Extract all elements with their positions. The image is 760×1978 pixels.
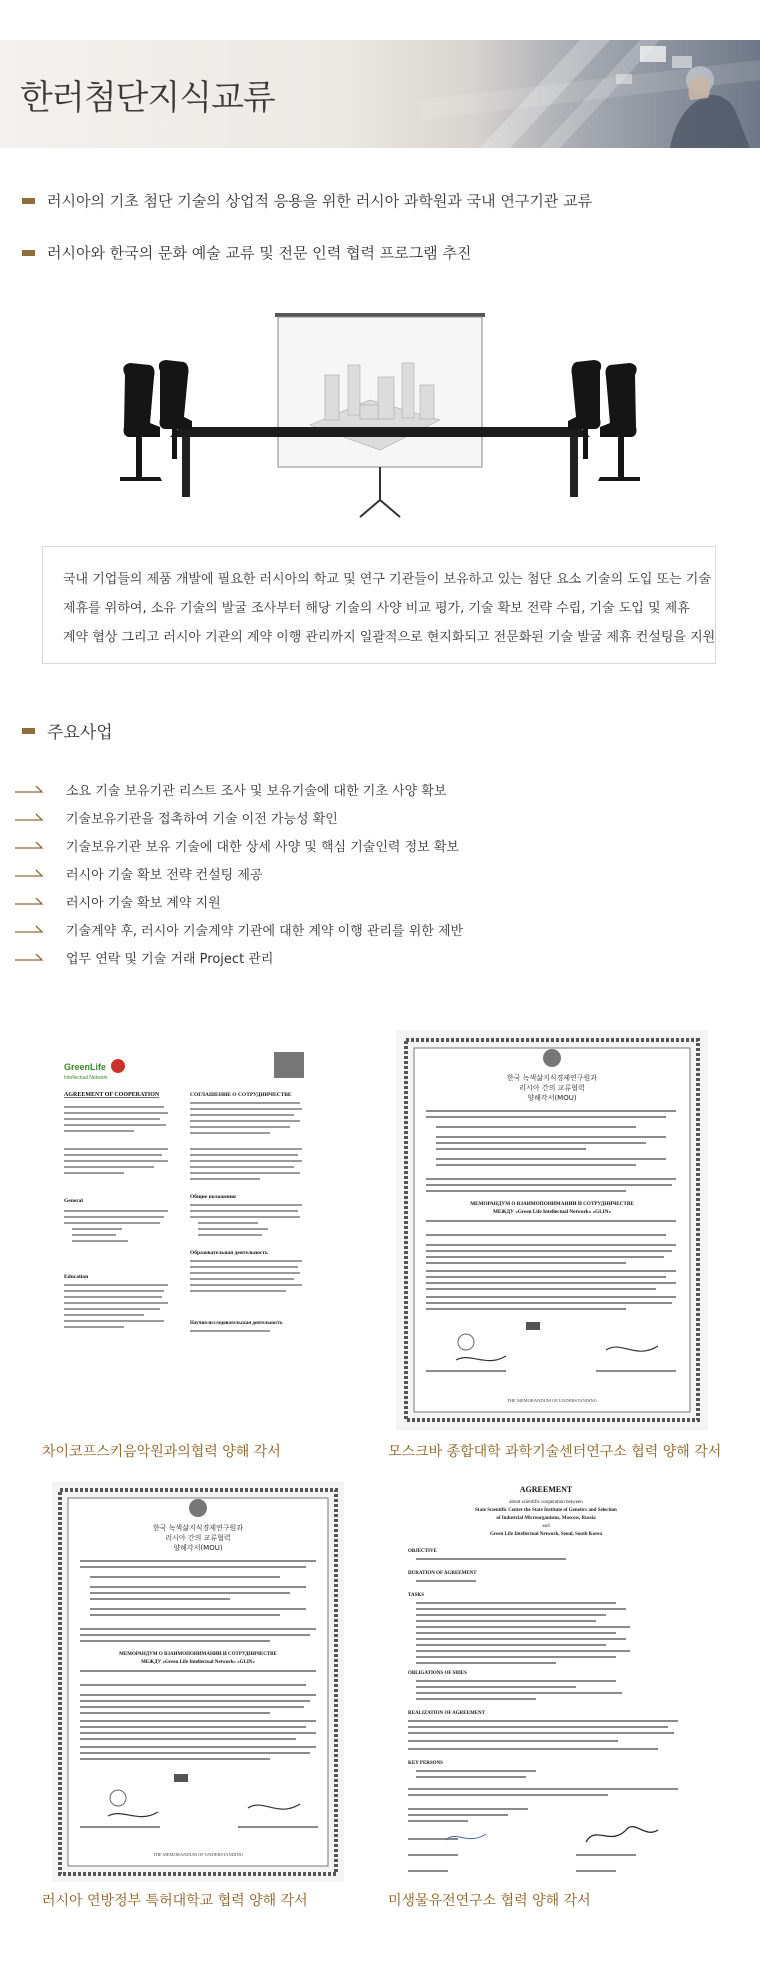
list-item <box>14 775 463 803</box>
list-item <box>14 831 463 859</box>
arrow-icon <box>14 838 46 852</box>
main-business-list <box>14 775 463 971</box>
doc-title-ru: СОГЛАШЕНИЕ О СОТРУДНИЧЕСТВЕ <box>190 1092 292 1098</box>
highlight-item <box>22 190 592 211</box>
highlight-text: 러시아와 한국의 문화 예술 교류 및 전문 인력 협력 프로그램 추진 <box>47 244 472 262</box>
document-image-3 <box>52 1482 344 1882</box>
list-item <box>14 943 463 971</box>
list-item <box>14 859 463 887</box>
bullet-marker <box>22 250 35 256</box>
arrow-icon <box>14 810 46 824</box>
memo-title: МЕМОРАНДУМ О ВЗАИМОПОНИМАНИИ И СОТРУДНИЧЕСТВЕ <box>119 1652 277 1657</box>
document-caption: 러시아 연방정부 특허대학교 협력 양해 각서 <box>42 1893 308 1909</box>
section-label: OBJECTIVE <box>408 1549 437 1554</box>
mou-footer: THE MEMORANDUM OF UNDERSTANDING <box>152 1852 244 1857</box>
section-label: Education <box>64 1274 89 1280</box>
arrow-icon <box>14 782 46 796</box>
logo-text: GreenLife <box>64 1062 107 1072</box>
section-label: General <box>64 1198 83 1204</box>
mou-header: 러시아 간의 교류협력 <box>165 1534 231 1542</box>
document-image-1 <box>52 1040 322 1430</box>
list-item-text: 소요 기술 보유기관 리스트 조사 및 보유기술에 대한 기초 사양 확보 <box>66 783 447 799</box>
doc-party: and <box>542 1524 550 1529</box>
mou-footer: THE MEMORANDUM OF UNDERSTANDING <box>506 1398 598 1403</box>
highlight-text: 러시아의 기초 첨단 기술의 상업적 응용을 위한 러시아 과학원과 국내 연구기관 교류 <box>47 192 593 210</box>
section-label: DURATION OF AGREEMENT <box>408 1571 477 1576</box>
doc-party: State Scientific Center the State Institute of Genetics and Selection <box>475 1508 617 1513</box>
list-item-text: 러시아 기술 확보 전략 컨설팅 제공 <box>66 867 263 883</box>
list-item <box>14 803 463 831</box>
list-item-text: 러시아 기술 확보 계약 지원 <box>66 895 221 911</box>
logo-sub: Intellectual Network <box>64 1075 108 1081</box>
doc-party: Green Life Intellectual Network, Seoul, South Korea <box>489 1532 603 1537</box>
banner-graphic <box>420 40 760 148</box>
mou-header: 양해각서(MOU) <box>527 1094 577 1102</box>
memo-subtitle: МЕЖДУ «Green Life Intellectual Network» «GLIN» <box>492 1209 612 1215</box>
section-label: KEY PERSONS <box>408 1761 443 1766</box>
highlight-item <box>22 242 471 263</box>
mou-header: 러시아 간의 교류협력 <box>519 1084 585 1092</box>
arrow-icon <box>14 894 46 908</box>
doc-title: AGREEMENT <box>519 1485 573 1494</box>
list-item <box>14 887 463 915</box>
list-item-text: 업무 연락 및 기술 거래 Project 관리 <box>66 951 274 967</box>
arrow-icon <box>14 950 46 964</box>
mou-header: 한국 녹색삶지식경제연구원과 <box>506 1074 598 1082</box>
bullet-marker <box>22 728 35 734</box>
document-caption: 차이코프스키음악원과의협력 양해 각서 <box>42 1444 281 1460</box>
page-title: 한러첨단지식교류 <box>20 78 275 118</box>
section-label: Общие положения <box>190 1194 236 1200</box>
intro-line: 계약 협상 그리고 러시아 기관의 계약 이행 관리까지 일괄적으로 현지화되고 전문화된 기술 발굴 제휴 컨설팅을 지원 <box>63 630 716 645</box>
section-label: Научно-исследовательская деятельность <box>190 1321 283 1326</box>
doc-subtitle: about scientific cooperation between <box>509 1500 583 1505</box>
doc-party: of Industrial Microorganisms, Moscow, Russia <box>496 1516 596 1521</box>
document-caption: 모스크바 종합대학 과학기술센터연구소 협력 양해 각서 <box>388 1444 722 1460</box>
list-item-text: 기술계약 후, 러시아 기술계약 기관에 대한 계약 이행 관리를 위한 제반 <box>66 923 464 939</box>
mou-header: 양해각서(MOU) <box>173 1544 223 1552</box>
document-caption: 미생물유전연구소 협력 양해 각서 <box>388 1893 591 1909</box>
intro-line: 국내 기업들의 제품 개발에 필요한 러시아의 학교 및 연구 기관들이 보유하고 있는 첨단 요소 기술의 도입 또는 기술 <box>63 572 711 587</box>
intro-description-box <box>42 546 716 664</box>
document-image-4 <box>396 1478 696 1886</box>
bullet-marker <box>22 198 35 204</box>
list-item-text: 기술보유기관을 접촉하여 기술 이전 가능성 확인 <box>66 811 338 827</box>
memo-subtitle: МЕЖДУ «Green Life Intellectual Network» «GLIN» <box>141 1660 255 1665</box>
section-title: 주요사업 <box>47 723 113 743</box>
memo-title: МЕМОРАНДУМ О ВЗАИМОПОНИМАНИИ И СОТРУДНИЧЕСТВЕ <box>470 1201 634 1207</box>
list-item <box>14 915 463 943</box>
main-business-heading <box>22 718 113 743</box>
section-label: OBLIGATIONS OF SIDES <box>408 1671 467 1676</box>
mou-header: 한국 녹색삶지식경제연구원과 <box>152 1524 244 1532</box>
section-label: REALIZATION OF AGREEMENT <box>408 1711 485 1716</box>
section-label: Образовательная деятельность <box>190 1250 268 1256</box>
arrow-icon <box>14 866 46 880</box>
conference-illustration <box>120 305 640 525</box>
section-label: TASKS <box>408 1593 425 1598</box>
list-item-text: 기술보유기관 보유 기술에 대한 상세 사양 및 핵심 기술인력 정보 확보 <box>66 839 459 855</box>
doc-title-en: AGREEMENT OF COOPERATION <box>64 1092 160 1098</box>
header-banner <box>0 40 760 148</box>
arrow-icon <box>14 922 46 936</box>
document-image-2 <box>396 1030 708 1430</box>
intro-line: 제휴를 위하여, 소유 기술의 발굴 조사부터 해당 기술의 사양 비교 평가, 기술 확보 전략 수립, 기술 도입 및 제휴 <box>63 601 690 616</box>
